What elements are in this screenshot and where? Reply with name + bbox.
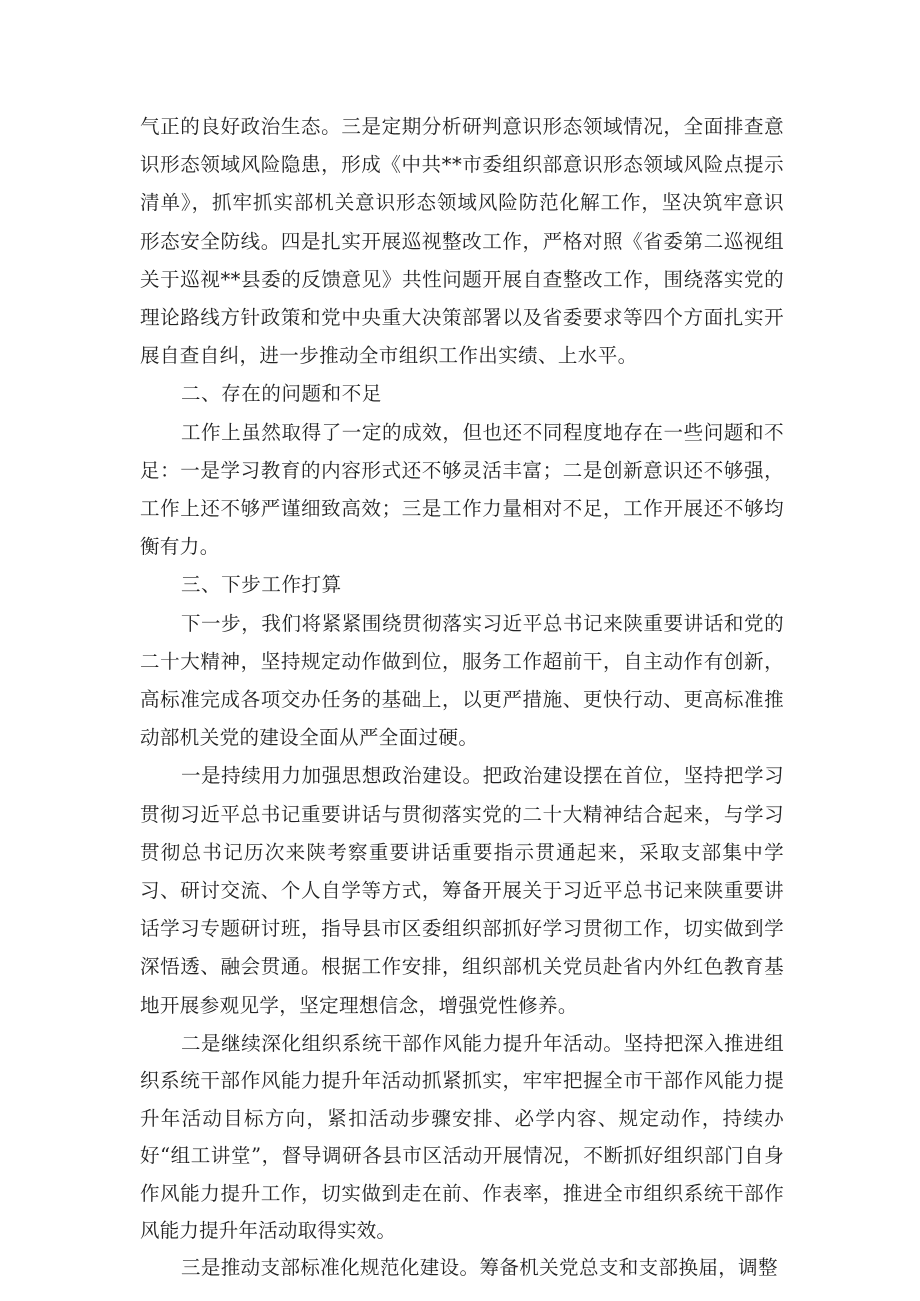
paragraph-political-building: 一是持续用力加强思想政治建设。把政治建设摆在首位，坚持把学习贯彻习近平总书记重要讲话与贯彻落实党的二十大精神结合起来，与学习贯彻总书记历次来陕考察重要讲话重要指示贯通起来，采取支部集中学习、研讨交流、个人自学等方式，筹备开展关于习近平总书记来陕重要讲话学习专题研讨班，指导县市区委组织部抓好学习贯彻工作，切实做到学深悟透、融会贯通。根据工作安排，组织部机关党员赴省内外红色教育基地开展参观见学，坚定理想信念，增强党性修养。 [140, 764, 784, 1017]
paragraph-problems: 工作上虽然取得了一定的成效，但也还不同程度地存在一些问题和不足：一是学习教育的内容形式还不够灵活丰富；二是创新意识还不够强，工作上还不够严谨细致高效；三是工作力量相对不足，工作开展还不够均衡有力。 [140, 420, 784, 559]
paragraph-work-style: 二是继续深化组织系统干部作风能力提升年活动。坚持把深入推进组织系统干部作风能力提升年活动抓紧抓实，牢牢把握全市干部作风能力提升年活动目标方向，紧扣活动步骤安排、必学内容、规定动作，持续办好“组工讲堂”，督导调研各县市区活动开展情况，不断抓好组织部门自身作风能力提升工作，切实做到走在前、作表率，推进全市组织系统干部作风能力提升年活动取得实效。 [140, 1031, 784, 1242]
document-body [140, 108, 784, 1288]
paragraph-next-steps-intro: 下一步，我们将紧紧围绕贯彻落实习近平总书记来陕重要讲话和党的二十大精神，坚持规定动作做到位，服务工作超前干，自主动作有创新，高标准完成各项交办任务的基础上，以更严措施、更快行动、更高标准推动部机关党的建设全面从严全面过硬。 [140, 611, 784, 750]
paragraph-branch-standardization: 三是推动支部标准化规范化建设。筹备机关党总支和支部换届，调整 [180, 1256, 778, 1280]
paragraph-ideology-work: 气正的良好政治生态。三是定期分析研判意识形态领域情况，全面排查意识形态领域风险隐患，形成《中共**市委组织部意识形态领域风险点提示清单》，抓牢抓实部机关意识形态领域风险防范化解工作，坚决筑牢意识形态安全防线。四是扎实开展巡视整改工作，严格对照《省委第二巡视组关于巡视**县委的反馈意见》共性问题开展自查整改工作，围绕落实党的理论路线方针政策和党中央重大决策部署以及省委要求等四个方面扎实开展自查自纠，进一步推动全市组织工作出实绩、上水平。 [140, 115, 784, 368]
section-heading-next-steps: 三、下步工作打算 [180, 573, 342, 597]
section-heading-problems: 二、存在的问题和不足 [180, 382, 382, 406]
